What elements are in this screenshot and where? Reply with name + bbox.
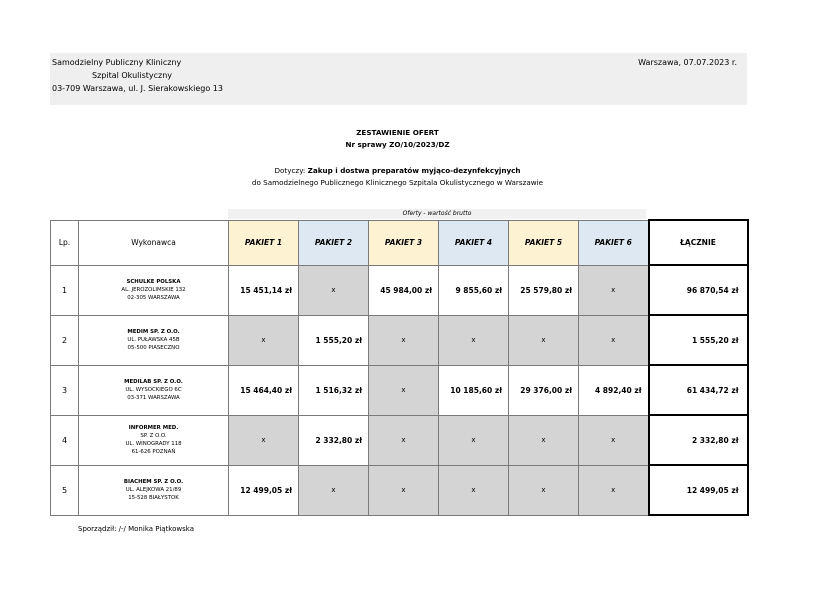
header-pakiet-6: PAKIET 6 (579, 220, 649, 265)
contractor-name: INFORMER MED. (128, 425, 179, 431)
row-total: 12 499,05 zł (649, 465, 748, 515)
row-pakiet-1: 12 499,05 zł (229, 465, 299, 515)
row-pakiet-1: x (229, 415, 299, 465)
subject-text: Zakup i dostwa preparatów myjąco-dezynfekcyjnych (307, 166, 521, 175)
row-pakiet-1: x (229, 315, 299, 365)
row-pakiet-2: 1 516,32 zł (299, 365, 369, 415)
row-pakiet-4: x (439, 415, 509, 465)
offers-group-label: Oferty - wartość brutto (228, 209, 646, 219)
table-header-row (51, 220, 748, 265)
row-pakiet-2: x (299, 465, 369, 515)
header-pakiet-4: PAKIET 4 (439, 220, 509, 265)
row-wykonawca (79, 315, 229, 365)
subject-prefix: Dotyczy: (274, 166, 308, 175)
row-pakiet-6: x (579, 315, 649, 365)
address-line: 03-709 Warszawa, ul. J. Sierakowskiego 13 (52, 84, 223, 93)
row-pakiet-6: 4 892,40 zł (579, 365, 649, 415)
subject-line (0, 165, 795, 176)
row-pakiet-4: x (439, 315, 509, 365)
row-lp: 5 (51, 465, 79, 515)
header-lacznie: ŁĄCZNIE (649, 220, 748, 265)
row-pakiet-2: x (299, 265, 369, 315)
document-title: ZESTAWIENIE OFERT (356, 128, 439, 137)
document-date: Warszawa, 07.07.2023 r. (638, 58, 737, 67)
row-wykonawca (79, 365, 229, 415)
contractor-address-line: UL. ALEJKOWA 21/89 (125, 487, 182, 493)
row-wykonawca (79, 415, 229, 465)
row-pakiet-1: 15 464,40 zł (229, 365, 299, 415)
row-pakiet-6: x (579, 415, 649, 465)
header-pakiet-1: PAKIET 1 (229, 220, 299, 265)
row-pakiet-4: 10 185,60 zł (439, 365, 509, 415)
contractor-address-line: AL. JEROZOLIMSKIE 132 (121, 287, 186, 293)
prepared-by: Sporządził: /-/ Monika Piątkowska (78, 525, 194, 533)
row-pakiet-2: 2 332,80 zł (299, 415, 369, 465)
row-pakiet-4: x (439, 465, 509, 515)
subject-line-2: do Samodzielnego Publicznego Klinicznego Szpitala Okulistycznego w Warszawie (251, 178, 544, 187)
header-pakiet-5: PAKIET 5 (509, 220, 579, 265)
table-row (51, 465, 748, 515)
row-total: 2 332,80 zł (649, 415, 748, 465)
row-pakiet-3: x (369, 465, 439, 515)
institution-header (50, 53, 747, 105)
row-wykonawca (79, 465, 229, 515)
case-number: Nr sprawy ZO/10/2023/DZ (345, 140, 450, 149)
row-pakiet-3: x (369, 315, 439, 365)
row-pakiet-5: 25 579,80 zł (509, 265, 579, 315)
institution-address (52, 56, 223, 95)
contractor-name: MEDILAB SP. Z O.O. (124, 379, 183, 385)
contractor-address-line: UL. WINOGRADY 118 (125, 441, 182, 447)
header-pakiet-3: PAKIET 3 (369, 220, 439, 265)
header-wykonawca: Wykonawca (79, 220, 229, 265)
row-pakiet-6: x (579, 465, 649, 515)
offers-table (50, 219, 749, 516)
row-lp: 2 (51, 315, 79, 365)
contractor-address-line: 03-371 WARSZAWA (127, 395, 180, 401)
row-pakiet-6: x (579, 265, 649, 315)
row-pakiet-2: 1 555,20 zł (299, 315, 369, 365)
row-lp: 1 (51, 265, 79, 315)
contractor-address-line: 15-528 BIAŁYSTOK (128, 495, 179, 501)
row-pakiet-5: x (509, 415, 579, 465)
table-row (51, 415, 748, 465)
contractor-name: SCHULKE POLSKA (126, 279, 181, 285)
contractor-address-line: SP. Z O.O. (140, 433, 167, 439)
contractor-address-line: 61-626 POZNAŃ (131, 449, 176, 455)
contractor-address-line: UL. PUŁAWSKA 45B (127, 337, 180, 343)
row-wykonawca (79, 265, 229, 315)
row-total: 1 555,20 zł (649, 315, 748, 365)
row-pakiet-5: x (509, 315, 579, 365)
table-row (51, 365, 748, 415)
table-row (51, 315, 748, 365)
row-lp: 3 (51, 365, 79, 415)
contractor-address-line: 02-305 WARSZAWA (127, 295, 180, 301)
row-lp: 4 (51, 415, 79, 465)
contractor-name: MEDIM SP. Z O.O. (127, 329, 180, 335)
table-row (51, 265, 748, 315)
contractor-address-line: UL. WYSOCKIEGO 6C (125, 387, 182, 393)
row-total: 61 434,72 zł (649, 365, 748, 415)
contractor-name: BIACHEM SP. Z O.O. (123, 479, 184, 485)
hospital-name: Szpital Okulistyczny (92, 71, 173, 80)
row-pakiet-3: x (369, 415, 439, 465)
row-pakiet-5: x (509, 465, 579, 515)
row-pakiet-4: 9 855,60 zł (439, 265, 509, 315)
table-body (51, 265, 748, 515)
row-pakiet-3: x (369, 365, 439, 415)
contractor-address-line: 05-500 PIASECZNO (127, 345, 180, 351)
header-lp: Lp. (51, 220, 79, 265)
institution-name: Samodzielny Publiczny Kliniczny (52, 58, 182, 67)
row-pakiet-1: 15 451,14 zł (229, 265, 299, 315)
row-total: 96 870,54 zł (649, 265, 748, 315)
row-pakiet-3: 45 984,00 zł (369, 265, 439, 315)
row-pakiet-5: 29 376,00 zł (509, 365, 579, 415)
header-pakiet-2: PAKIET 2 (299, 220, 369, 265)
